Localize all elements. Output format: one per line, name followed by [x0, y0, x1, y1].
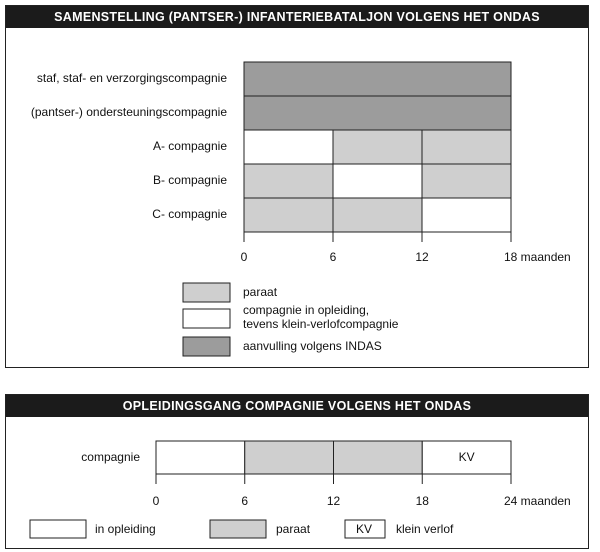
- bar-segment-aanvulling: [244, 96, 511, 130]
- axis-tick-label: 0: [240, 250, 248, 264]
- row-label: C- compagnie: [152, 207, 227, 221]
- training-cycle-title: OPLEIDINGSGANG COMPAGNIE VOLGENS HET ONDAS: [6, 395, 588, 417]
- axis-tick-label-with-unit: 18 maanden: [504, 250, 571, 264]
- legend-swatch-paraat: [183, 283, 230, 302]
- axis-tick-label: 18: [415, 494, 429, 508]
- row-label: A- compagnie: [152, 139, 227, 153]
- legend-swatch-opleiding: [30, 520, 86, 538]
- axis-tick-label: 6: [241, 494, 249, 508]
- bar-segment-paraat: [334, 441, 423, 474]
- bar-segment-paraat: [245, 441, 334, 474]
- bar-segment-paraat: [422, 164, 511, 198]
- legend-label: tevens klein-verlofcompagnie: [243, 317, 399, 331]
- axis-tick-label: 6: [329, 250, 337, 264]
- composition-title: SAMENSTELLING (PANTSER-) INFANTERIEBATALJON VOLGENS HET ONDAS: [6, 6, 588, 28]
- bar-segment-opleiding: [333, 164, 422, 198]
- axis-tick-label: 12: [415, 250, 429, 264]
- bar-segment-paraat: [244, 164, 333, 198]
- legend-label: klein verlof: [396, 522, 454, 536]
- legend-label: aanvulling volgens INDAS: [243, 339, 382, 353]
- bar-segment-opleiding: [422, 198, 511, 232]
- bar-segment-opleiding: [156, 441, 245, 474]
- row-label: compagnie: [81, 449, 140, 464]
- legend-label: in opleiding: [95, 522, 156, 536]
- row-label: B- compagnie: [152, 173, 227, 187]
- bar-segment-paraat: [422, 130, 511, 164]
- axis-tick-label-with-unit: 24 maanden: [504, 494, 571, 508]
- legend-swatch-paraat: [210, 520, 266, 538]
- row-label: staf, staf- en verzorgingscompagnie: [36, 71, 227, 85]
- bar-segment-opleiding: [244, 130, 333, 164]
- bar-segment-paraat: [333, 130, 422, 164]
- bar-segment-aanvulling: [244, 62, 511, 96]
- axis-tick-label: 0: [152, 494, 160, 508]
- legend-swatch-aanvulling: [183, 337, 230, 356]
- row-label: (pantser-) ondersteuningscompagnie: [30, 105, 227, 119]
- legend-swatch-opleiding: [183, 309, 230, 328]
- segment-label: KV: [458, 449, 475, 464]
- legend-label: paraat: [276, 522, 311, 536]
- bar-segment-paraat: [333, 198, 422, 232]
- axis-tick-label: 12: [326, 494, 341, 508]
- legend-label: compagnie in opleiding,: [243, 303, 370, 317]
- bar-segment-paraat: [244, 198, 333, 232]
- legend-swatch-label: KV: [356, 522, 373, 536]
- legend-label: paraat: [243, 285, 278, 299]
